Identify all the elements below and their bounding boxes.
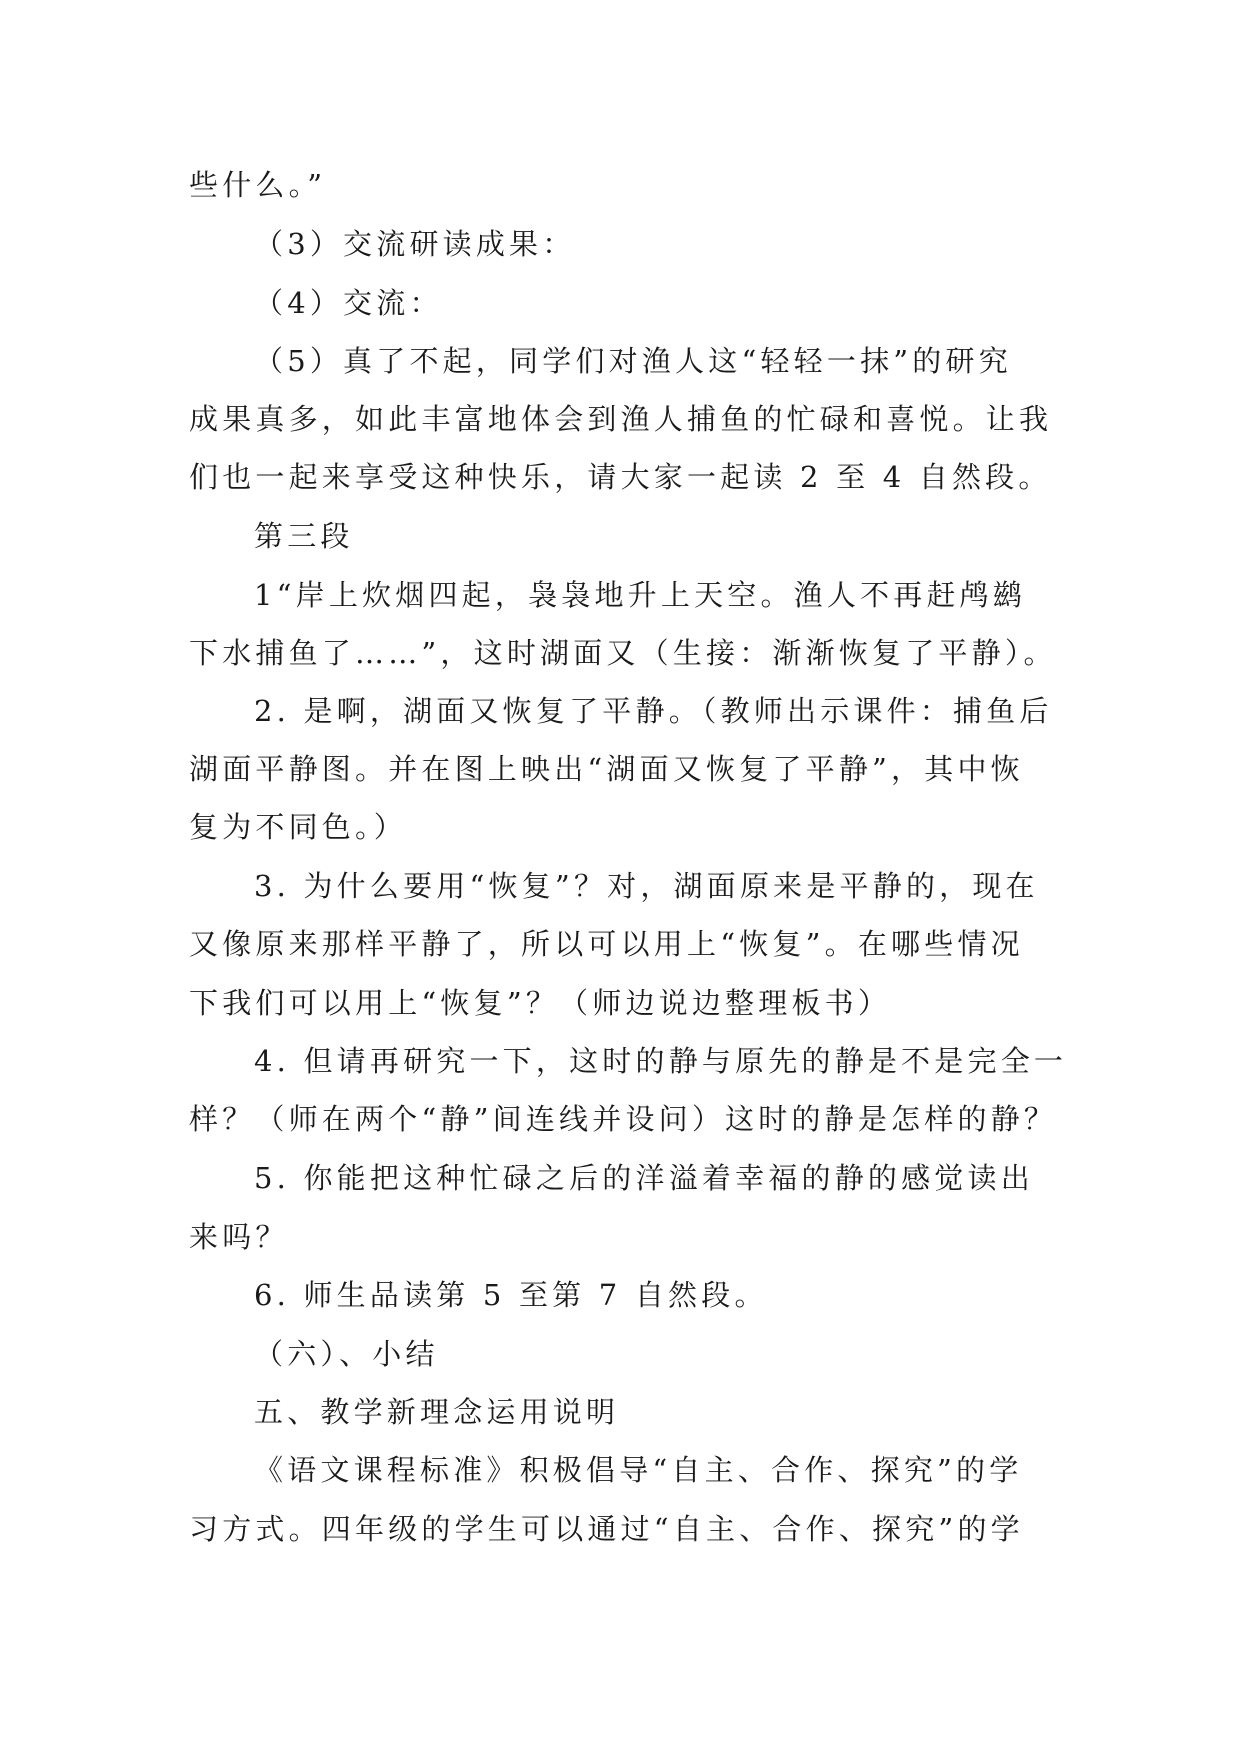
text-line: 3. 为什么要用“恢复”？对，湖面原来是平静的，现在 bbox=[254, 869, 1039, 903]
text-line: （4）交流： bbox=[254, 286, 443, 320]
text-line: 成果真多，如此丰富地体会到渔人捕鱼的忙碌和喜悦。让我 bbox=[189, 402, 1053, 436]
text-line: 下水捕鱼了……”，这时湖面又（生接：渐渐恢复了平静）。 bbox=[189, 636, 1057, 670]
text-line: 样？（师在两个“静”间连线并设问）这时的静是怎样的静？ bbox=[189, 1102, 1058, 1136]
text-line: 下我们可以用上“恢复”？（师边说边整理板书） bbox=[189, 986, 892, 1020]
text-line: 些什么。” bbox=[189, 168, 327, 202]
text-line: 4. 但请再研究一下，这时的静与原先的静是不是完全一 bbox=[254, 1044, 1068, 1078]
text-line: 1“岸上炊烟四起，袅袅地升上天空。渔人不再赶鸬鹚 bbox=[254, 578, 1027, 612]
section-heading: 第三段 bbox=[254, 519, 354, 553]
text-line: 习方式。四年级的学生可以通过“自主、合作、探究”的学 bbox=[189, 1512, 1024, 1546]
text-line: 6. 师生品读第 5 至第 7 自然段。 bbox=[254, 1278, 768, 1312]
text-line: 来吗？ bbox=[189, 1220, 289, 1254]
text-line: 们也一起来享受这种快乐，请大家一起读 2 至 4 自然段。 bbox=[189, 460, 1052, 494]
text-line: 2. 是啊，湖面又恢复了平静。（教师出示课件：捕鱼后 bbox=[254, 694, 1053, 728]
text-line: （5）真了不起，同学们对渔人这“轻轻一抹”的研究 bbox=[254, 344, 1012, 378]
section-heading: 五、教学新理念运用说明 bbox=[254, 1395, 620, 1429]
text-line: 又像原来那样平静了，所以可以用上“恢复”。在哪些情况 bbox=[189, 927, 1024, 961]
text-line: 复为不同色。） bbox=[189, 810, 407, 844]
text-line: 湖面平静图。并在图上映出“湖面又恢复了平静”，其中恢 bbox=[189, 752, 1024, 786]
text-line: 《语文课程标准》积极倡导“自主、合作、探究”的学 bbox=[254, 1453, 1023, 1487]
section-heading: （六）、小结 bbox=[254, 1337, 439, 1371]
text-line: （3）交流研读成果： bbox=[254, 227, 576, 261]
text-line: 5. 你能把这种忙碌之后的洋溢着幸福的静的感觉读出 bbox=[254, 1161, 1034, 1195]
